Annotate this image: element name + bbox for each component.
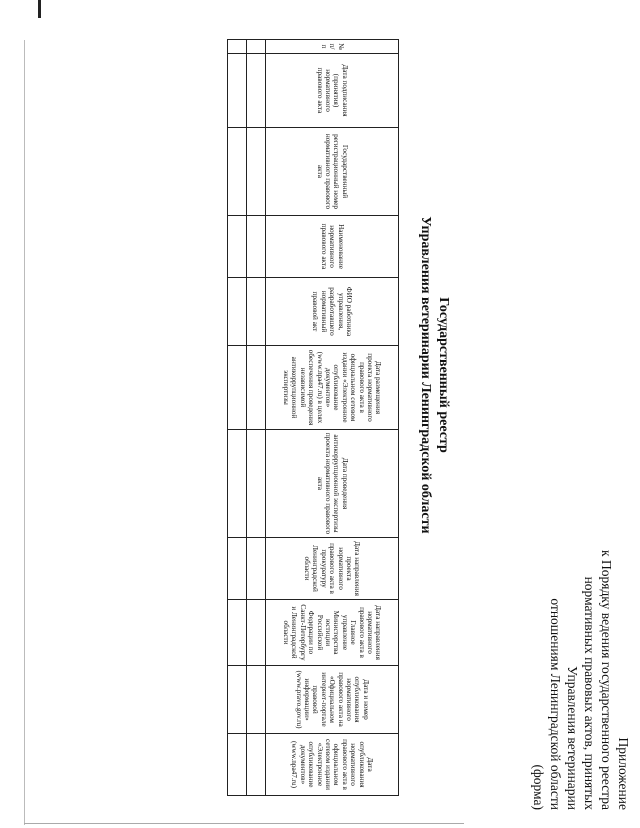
table-cell <box>228 666 247 734</box>
header-cell-registration-number: Государственный регистрационный номер нормативного правового акта <box>266 128 399 216</box>
header-cell-developer: ФИО работника управления, разработавшего нормативный правовой акт <box>266 278 399 346</box>
table-cell <box>228 538 247 600</box>
table-cell <box>247 430 266 538</box>
header-cell-act-name: Наименование нормативного правового акта <box>266 216 399 278</box>
table-cell <box>247 346 266 430</box>
table-cell <box>228 734 247 796</box>
header-cell-ministry-date: Дата направления нормативного правового акта в Главное управление Министерства юстиции Российской Федерации по Санкт-Петербургу и Ленинградской области <box>266 600 399 666</box>
table-cell <box>228 346 247 430</box>
table-cell <box>228 54 247 128</box>
header-cell-number: № п/п <box>266 40 399 54</box>
table-cell <box>247 600 266 666</box>
appendix-line: нормативных правовых актов, принятых <box>582 576 597 810</box>
table-cell <box>247 278 266 346</box>
table-cell <box>228 216 247 278</box>
table-row <box>228 40 247 796</box>
header-cell-npa47-publication: Дата опубликования нормативного правового акта в официальном сетевом издании «Электронное опубликование документов» (www.npa47.ru) <box>266 734 399 796</box>
table-cell <box>247 734 266 796</box>
table-cell <box>228 40 247 54</box>
table-cell <box>228 430 247 538</box>
table-cell <box>247 54 266 128</box>
title-line-2: Управления ветеринарии Ленинградской области <box>418 216 433 534</box>
document-title <box>416 40 452 710</box>
table-cell <box>247 216 266 278</box>
appendix-line: Приложение <box>616 737 631 810</box>
header-cell-draft-publication-date: Дата размещения проекта нормативного правового акта в официальном сетевом издании «Электронное опубликование документов» (www.npa47.ru) в целях обеспечения проведения независимой антикоррупционной экспертизы <box>266 346 399 430</box>
registry-table <box>227 39 399 796</box>
header-cell-expertise-date: Дата проведения антикоррупционной экспертизы проекта нормативного правового акта <box>266 430 399 538</box>
title-line-1: Государственный реестр <box>436 297 451 453</box>
header-cell-pravo-portal: Дата и номер опубликования нормативного правового акта на «Официальном интернет-портале правовой информации» (www.pravo.gov.ru) <box>266 666 399 734</box>
appendix-line: к Порядку ведения государственного реестра <box>599 550 614 810</box>
header-cell-prosecutor-date: Дата направления проекта нормативного правового акта в прокуратуру Ленинградской области <box>266 538 399 600</box>
table-header-row <box>266 40 399 796</box>
appendix-line: отношениям Ленинградской области <box>548 598 563 810</box>
header-cell-signing-date: Дата подписания (принятия) нормативного правового акта <box>266 54 399 128</box>
appendix-block <box>530 0 632 810</box>
appendix-line: (форма) <box>531 764 546 810</box>
table-cell <box>228 600 247 666</box>
table-cell <box>228 128 247 216</box>
table-cell <box>247 666 266 734</box>
table-cell <box>247 538 266 600</box>
table-cell <box>228 278 247 346</box>
table-row <box>247 40 266 796</box>
table-cell <box>247 128 266 216</box>
table-cell <box>247 40 266 54</box>
appendix-line: Управления ветеринарии <box>565 666 580 810</box>
